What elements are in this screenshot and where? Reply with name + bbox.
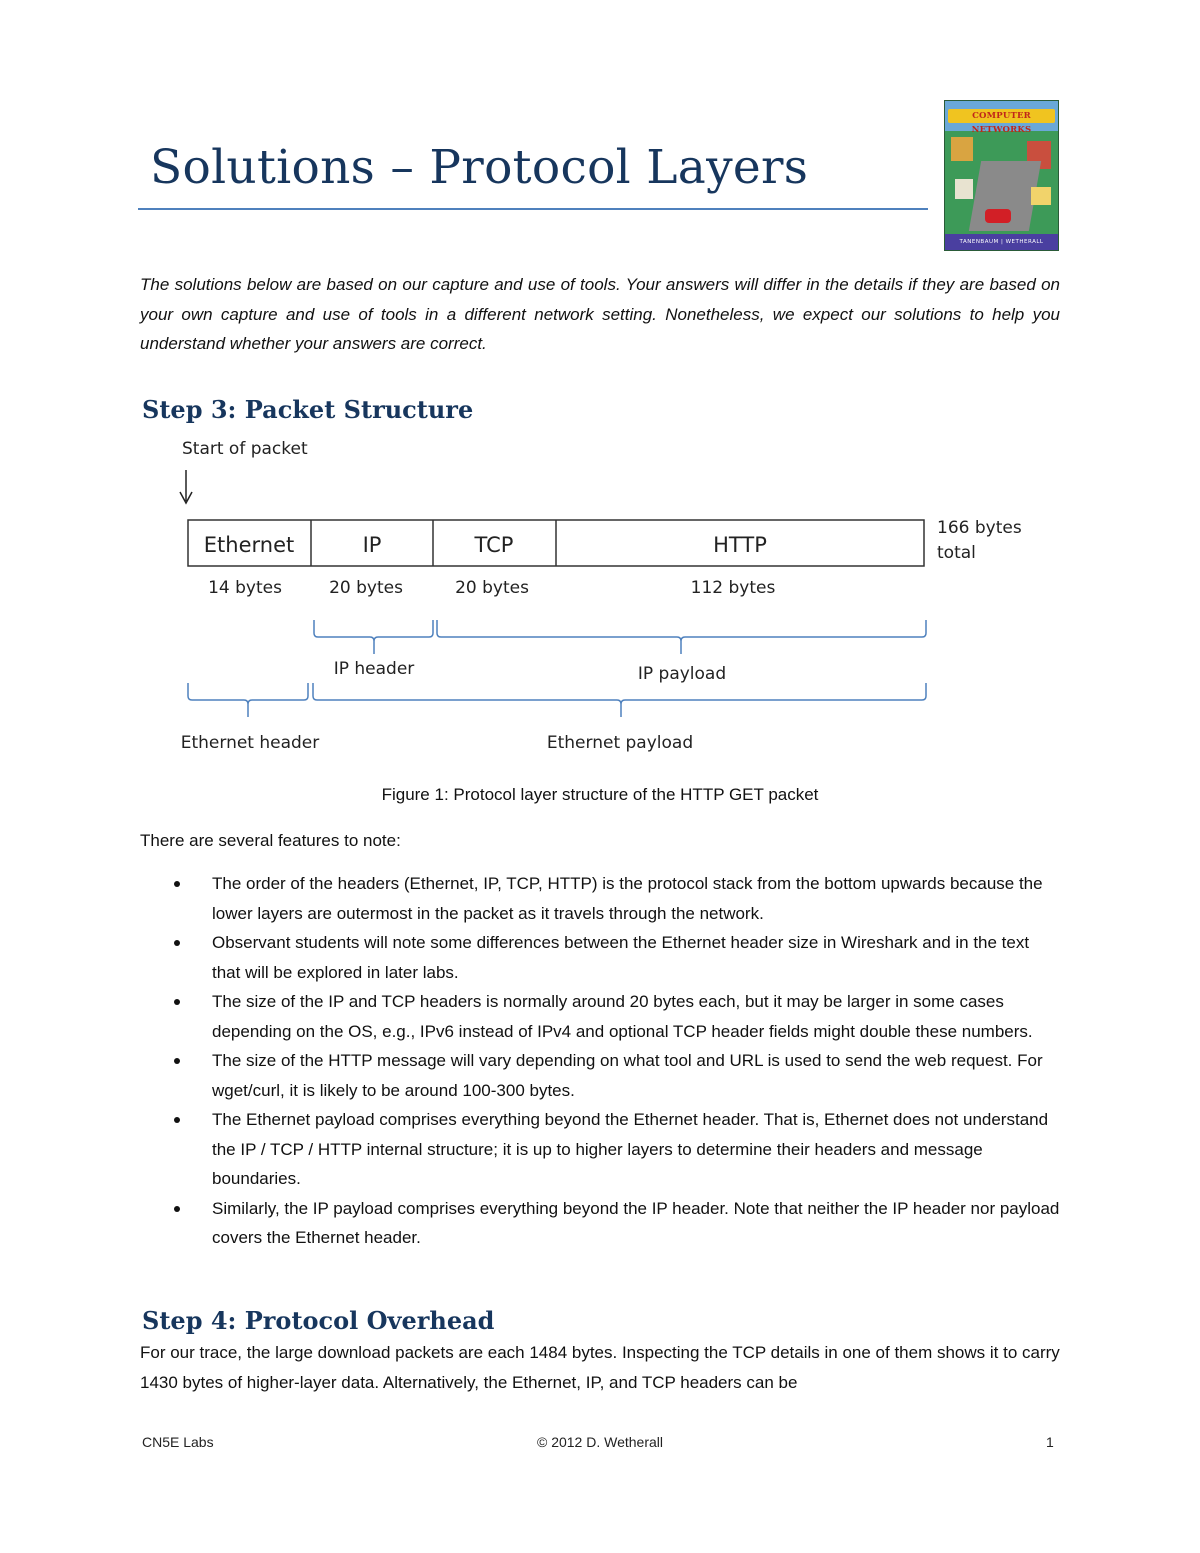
footer-copyright: © 2012 D. Wetherall (536, 1434, 663, 1450)
total-suffix-label: total (937, 543, 976, 563)
ethernet-header-brace (188, 683, 308, 717)
page-number: 1 (1046, 1434, 1054, 1450)
ethernet-header-label: Ethernet header (180, 733, 320, 753)
list-item-text: The Ethernet payload comprises everything beyond the Ethernet header. That is, Ethernet does not understand the IP / TCP / HTTP internal structure; it is up to higher layers to determine their headers and message boundaries. (212, 1110, 1049, 1188)
ip-box-label: IP (362, 533, 382, 557)
list-item (140, 869, 1060, 928)
cover-title: COMPUTER NETWORKS (971, 111, 1032, 135)
list-item-text: Similarly, the IP payload comprises everything beyond the IP header. Note that neither the IP header nor payload covers the Ethernet header. (212, 1198, 1060, 1247)
page-title: Solutions – Protocol Layers (150, 140, 809, 195)
list-item-text: The size of the IP and TCP headers is normally around 20 bytes each, but it may be larger in some cases depending on the OS, e.g., IPv6 instead of IPv4 and optional TCP header fields might double these numbers. (212, 992, 1033, 1041)
ethernet-size-label: 14 bytes (208, 578, 282, 598)
cover-authors: TANENBAUM | WETHERALL (959, 239, 1044, 245)
ethernet-payload-label: Ethernet payload (546, 733, 694, 753)
start-of-packet-label: Start of packet (182, 439, 308, 459)
list-item (140, 1194, 1060, 1253)
figure-caption: Figure 1: Protocol layer structure of the HTTP GET packet (381, 785, 819, 804)
ip-payload-label: IP payload (637, 664, 727, 684)
step3-heading: Step 3: Packet Structure (142, 395, 474, 424)
bullet-icon (174, 1058, 180, 1064)
ethernet-payload-brace (313, 683, 926, 717)
ip-header-brace (314, 620, 433, 654)
bullet-icon (174, 1117, 180, 1123)
list-item (140, 1046, 1060, 1105)
ethernet-box-label: Ethernet (203, 533, 295, 557)
ip-size-label: 20 bytes (329, 578, 403, 598)
bullet-icon (174, 881, 180, 887)
http-size-label: 112 bytes (690, 578, 776, 598)
list-item-text: The size of the HTTP message will vary depending on what tool and URL is used to send the web request. For wget/curl, it is likely to be around 100-300 bytes. (212, 1051, 1043, 1100)
bullet-icon (174, 1206, 180, 1212)
tcp-size-label: 20 bytes (455, 578, 529, 598)
step4-paragraph: For our trace, the large download packets are each 1484 bytes. Inspecting the TCP details in one of them shows it to carry 1430 bytes of higher-layer data. Alternatively, the Ethernet, IP, and TCP headers can be (140, 1343, 1060, 1392)
features-list (140, 869, 1060, 1253)
list-item (140, 928, 1060, 987)
list-item (140, 1105, 1060, 1194)
list-item-text: Observant students will note some differences between the Ethernet header size in Wireshark and in the text that will be explored in later labs. (212, 933, 1030, 982)
ip-payload-brace (437, 620, 926, 654)
http-box-label: HTTP (713, 533, 767, 557)
list-item-text: The order of the headers (Ethernet, IP, TCP, HTTP) is the protocol stack from the bottom upwards because the lower layers are outermost in the packet as it travels through the network. (212, 874, 1043, 923)
intro-paragraph: The solutions below are based on our capture and use of tools. Your answers will differ in the details if they are based on your own capture and use of tools in a different network setting. Nonetheless, we expect our solutions to help you understand whether your answers are correct. (140, 275, 1060, 353)
tcp-box-label: TCP (474, 533, 514, 557)
step4-heading: Step 4: Protocol Overhead (142, 1306, 495, 1335)
total-bytes-label: 166 bytes (937, 518, 1022, 538)
footer-left: CN5E Labs (142, 1434, 214, 1450)
ip-header-label: IP header (333, 659, 415, 679)
list-item (140, 987, 1060, 1046)
bullet-icon (174, 999, 180, 1005)
features-lead: There are several features to note: (140, 831, 401, 850)
bullet-icon (174, 940, 180, 946)
